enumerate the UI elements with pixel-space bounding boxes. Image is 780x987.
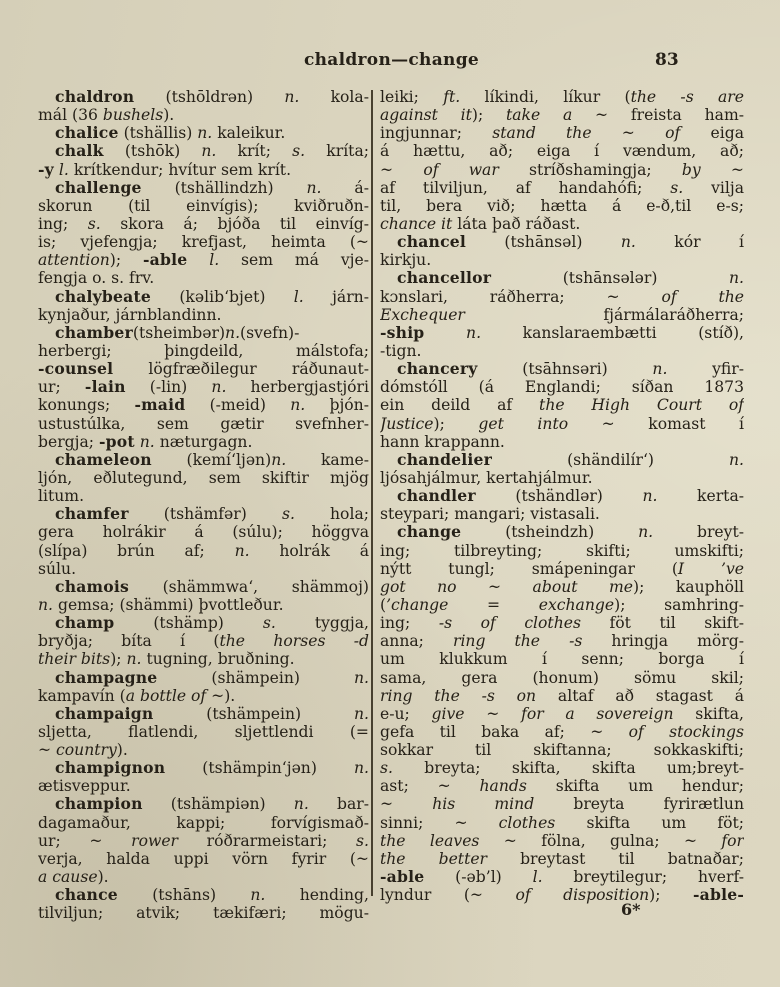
- text-line: the leaves ~ fölna, gulna; ~ for: [380, 831, 744, 850]
- text-line: bergja; -pot n. næturgagn.: [38, 432, 253, 451]
- text-line: ~ his mind breyta fyrirætlun: [380, 795, 744, 814]
- text-line: attention); -able l. sem má vje-: [38, 251, 369, 270]
- text-line: herbergi; þingdeild, málstofa;: [38, 341, 369, 360]
- text-line: kampavín (a bottle of ~).: [38, 686, 236, 705]
- text-line: ætisveppur.: [38, 777, 131, 796]
- text-line: a cause).: [38, 868, 109, 887]
- text-line: súlu.: [38, 559, 77, 578]
- text-line: kynjaður, járnblandinn.: [38, 305, 222, 324]
- page-header: [38, 50, 745, 74]
- text-line: champignon (tshämpin‘jən) n.: [55, 759, 369, 778]
- text-line: chamfer (tshämfər) s. hola;: [55, 505, 369, 524]
- text-line: chandler (tshändlər) n. kerta-: [397, 487, 744, 506]
- text-line: hann krappann.: [380, 432, 505, 451]
- text-line: chance (tshāns) n. hending,: [55, 886, 369, 905]
- text-line: ~ country).: [38, 741, 128, 760]
- signature-mark: 6*: [621, 900, 641, 919]
- text-line: sljetta, flatlendi, sljettlendi (=: [38, 722, 369, 741]
- text-line: nýtt tungl; smápeningar (I ’ve: [380, 559, 744, 578]
- text-line: skorun (til einvígis); kviðruðn-: [38, 196, 369, 215]
- text-line: tilviljun; atvik; tækifæri; mögu-: [38, 904, 369, 923]
- text-line: champion (tshämpiən) n. bar-: [55, 795, 369, 814]
- text-line: ~ of war stríðshamingja; by ~: [380, 160, 744, 179]
- text-line: sinni; ~ clothes skifta um föt;: [380, 813, 744, 832]
- text-line: ingjunnar; stand the ~ of eiga: [380, 124, 744, 143]
- text-line: chancery (tsāhnsəri) n. yfir-: [397, 360, 744, 379]
- text-line: chamber(tsheimbər)n.(svefn)-: [55, 323, 300, 342]
- text-line: -counsel lögfræðilegur ráðunaut-: [38, 360, 369, 379]
- text-line: ljón, eðlutegund, sem skiftir mjög: [38, 468, 369, 487]
- text-line: Exchequer fjármálaráðherra;: [380, 305, 744, 324]
- text-line: leiki; ft. líkindi, líkur (the -s are: [380, 88, 744, 106]
- text-line: ur; ~ rower róðrarmeistari; s.: [38, 831, 369, 850]
- text-line: ring the -s on altaf að stagast á: [380, 686, 744, 705]
- text-line: verja, halda uppi vörn fyrir (~: [38, 849, 369, 868]
- text-line: af tilviljun, af handahófi; s. vilja: [380, 178, 744, 197]
- text-line: gefa til baka af; ~ of stockings: [380, 722, 744, 741]
- text-line: chalice (tshällis) n. kaleikur.: [55, 124, 286, 143]
- text-line: kirkju.: [380, 251, 432, 270]
- text-line: their bits); n. tugning, bruðning.: [38, 650, 295, 669]
- right-column: [380, 88, 744, 904]
- text-line: champaign (tshämpein) n.: [55, 704, 369, 723]
- left-column: [38, 88, 369, 922]
- text-line: ing; tilbreyting; skifti; umskifti;: [380, 541, 744, 560]
- text-line: s. breyta; skifta, skifta um;breyt-: [380, 759, 744, 778]
- text-line: e-u; give ~ for a sovereign skifta,: [380, 704, 744, 723]
- text-line: chameleon (kemí‘ljən)n. kame-: [55, 450, 369, 469]
- text-line: -able (-əb’l) l. breytilegur; hverf-: [380, 868, 744, 887]
- text-line: til, bera við; hætta á e-ð,til e-s;: [380, 196, 744, 215]
- text-line: ing; -s of clothes föt til skift-: [380, 614, 744, 633]
- text-line: against it); take a ~ freista ham-: [380, 106, 744, 125]
- text-line: ing; s. skora á; bjóða til einvíg-: [38, 214, 369, 233]
- text-line: (’change = exchange); samhring-: [380, 595, 744, 614]
- column-divider-rule: [371, 90, 373, 896]
- text-line: champ (tshämp) s. tyggja,: [55, 614, 369, 633]
- running-head: chaldron—change: [303, 50, 479, 70]
- text-line: á hættu, að; eiga í vændum, að;: [380, 142, 744, 161]
- text-line: ur; -lain (-lin) n. herbergjastjóri: [38, 378, 369, 397]
- text-line: got no ~ about me); kauphöll: [380, 577, 744, 596]
- text-line: chamois (shämmwa‘, shämmoj): [55, 577, 369, 596]
- text-line: sokkar til skiftanna; sokkaskifti;: [380, 741, 744, 760]
- text-line: ein deild af the High Court of: [380, 396, 744, 415]
- text-line: ljósahjálmur, kertahjálmur.: [380, 468, 593, 487]
- text-line: chance it láta það ráðast.: [380, 214, 581, 233]
- text-line: mál (36 bushels).: [38, 106, 175, 125]
- text-line: dómstóll (á Englandi; síðan 1873: [380, 378, 744, 397]
- text-line: chancellor (tshānsələr) n.: [397, 269, 744, 288]
- text-line: n. gemsa; (shämmi) þvottleður.: [38, 595, 284, 614]
- text-line: chandelier (shändilír‘) n.: [397, 450, 744, 469]
- text-line: champagne (shämpein) n.: [55, 668, 369, 687]
- text-line: (slípa) brún af; n. holrák á: [38, 541, 369, 560]
- text-line: sama, gera (honum) sömu skil;: [380, 668, 744, 687]
- text-line: change (tsheindzh) n. breyt-: [397, 523, 744, 542]
- text-line: fengja o. s. frv.: [38, 269, 155, 288]
- text-line: bryðja; bíta í (the horses -d: [38, 632, 369, 651]
- text-line: the better breytast til batnaðar;: [380, 849, 744, 868]
- text-line: -y l. krítkendur; hvítur sem krít.: [38, 160, 292, 179]
- page-number: 83: [655, 50, 679, 70]
- text-line: challenge (tshällindzh) n. á-: [55, 178, 369, 197]
- text-line: chalk (tshōk) n. krít; s. kríta;: [55, 142, 369, 161]
- text-line: anna; ring the -s hringja mörg-: [380, 632, 744, 651]
- text-line: gera holrákir á (súlu); höggva: [38, 523, 369, 542]
- text-line: chaldron (tshōldrən) n. kola-: [55, 88, 369, 106]
- text-line: dagamaður, kappi; forvígismað-: [38, 813, 369, 832]
- text-line: litum.: [38, 487, 85, 506]
- text-line: konungs; -maid (-meid) n. þjón-: [38, 396, 369, 415]
- text-line: -ship n. kanslaraembætti (stíð),: [380, 323, 744, 342]
- text-line: lyndur (~ of disposition); -able-: [380, 886, 744, 905]
- text-line: ustustúlka, sem gætir svefnher-: [38, 414, 369, 433]
- text-line: um klukkum í senn; borga í: [380, 650, 744, 669]
- text-line: -tign.: [380, 341, 422, 360]
- text-line: ast; ~ hands skifta um hendur;: [380, 777, 744, 796]
- text-line: chancel (tshānsəl) n. kór í: [397, 233, 744, 252]
- text-line: is; vjefengja; krefjast, heimta (~: [38, 233, 369, 252]
- text-line: steypari; mangari; vistasali.: [380, 505, 600, 524]
- text-line: chalybeate (kəlib‘bjet) l. járn-: [55, 287, 369, 306]
- text-line: Justice); get into ~ komast í: [380, 414, 744, 433]
- text-line: kɔnslari, ráðherra; ~ of the: [380, 287, 744, 306]
